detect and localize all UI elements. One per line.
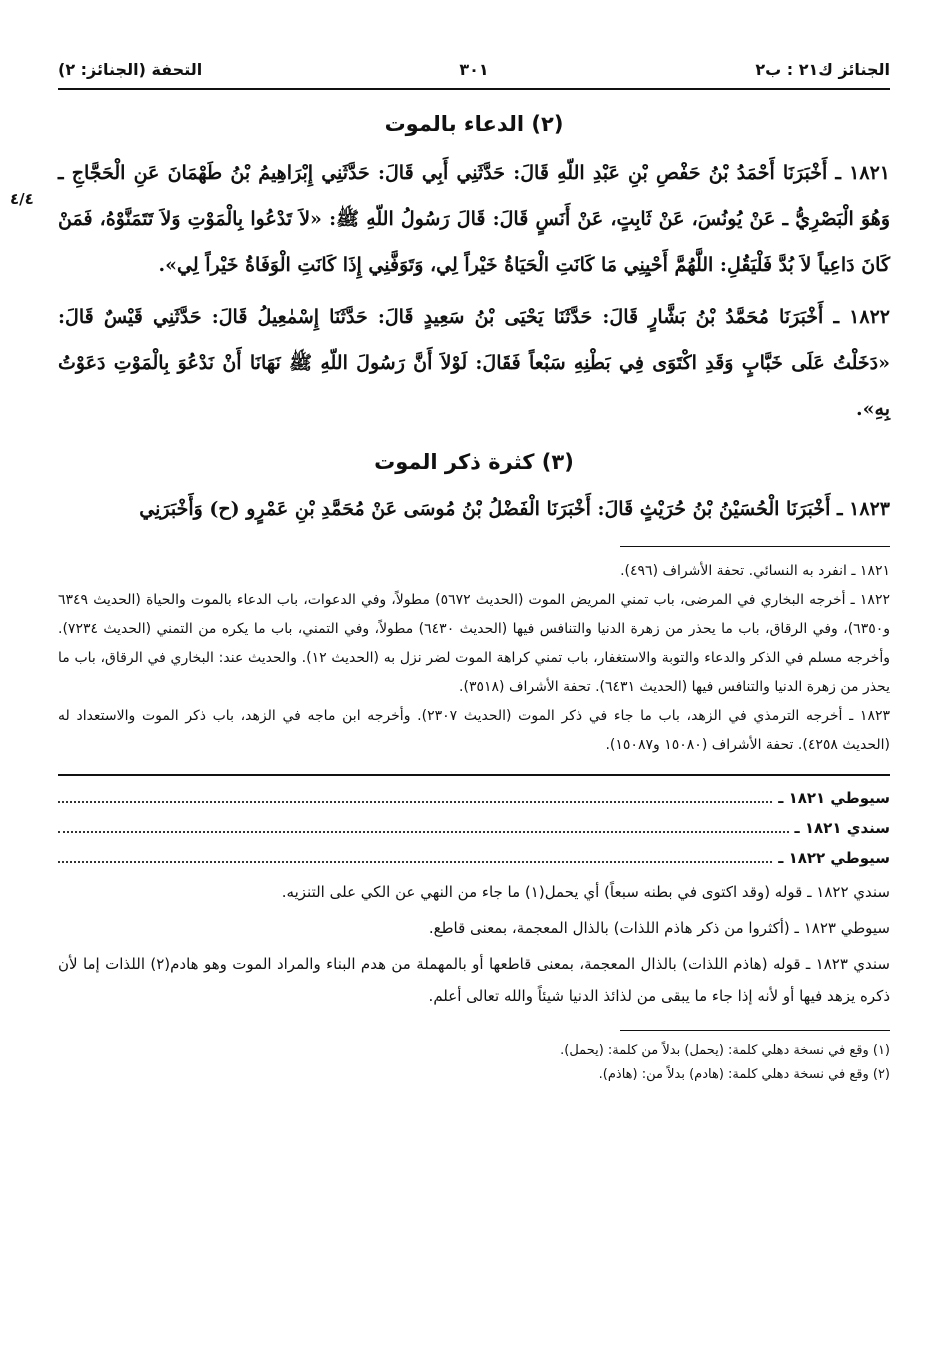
- commentary-block: [58, 876, 890, 1012]
- header-tuhfa-ref: التحفة (الجنائز: ٢): [58, 60, 203, 79]
- commentary-ref-label: سيوطي ١٨٢٢ ـ: [778, 849, 890, 867]
- dot-leader: [58, 831, 789, 833]
- hadith-1822: ١٨٢٢ ـ أَخْبَرَنَا مُحَمَّدُ بْنُ بَشَّارٍ قَالَ: حَدَّثَنَا يَحْيَى بْنُ سَعِيدٍ قَالَ: حَدَّثَنَا إِسْمٰعِيلُ قَالَ: حَدَّثَنِي قَيْسٌ قَالَ: «دَخَلْتُ عَلَى خَبَّابٍ وَقَدِ اكْتَوَى فِي بَطْنِهِ سَبْعاً فَقَالَ: لَوْلاَ أَنَّ رَسُولَ اللّهِ ﷺ نَهَانَا أَنْ نَدْعُوَ بِالْمَوْتِ دَعَوْتُ بِهِ».: [58, 306, 890, 420]
- note-2: (٢) وقع في نسخة دهلي كلمة: (هادم) بدلاً من: (هاذم).: [598, 1067, 890, 1082]
- page-number: ٣٠١: [459, 60, 489, 79]
- book-page: [58, 58, 890, 1087]
- commentary-ref-label: سيوطي ١٨٢١ ـ: [778, 789, 890, 807]
- manuscript-notes: [58, 1039, 890, 1087]
- commentary-ref-row: [58, 786, 890, 810]
- hadith-1821: ١٨٢١ ـ أَخْبَرَنَا أَحْمَدُ بْنُ حَفْصِ بْنِ عَبْدِ اللّهِ قَالَ: حَدَّثَنِي أَبِي قَالَ: حَدَّثَنِي إِبْرَاهِيمُ بْنُ طَهْمَانَ عَنِ الْحَجَّاجِ ـ وَهُوَ الْبَصْرِيُّ ـ عَنْ يُونُسَ، عَنْ ثَابِتٍ، عَنْ أَنَسٍ قَالَ: قَالَ رَسُولُ اللّهِ ﷺ: «لاَ تَدْعُوا بِالْمَوْتِ وَلاَ تَتَمَنَّوْهُ، فَمَنْ كَانَ دَاعِياً لاَ بُدَّ فَلْيَقُلِ: اللَّهُمَّ أَحْيِنِي مَا كَانَتِ الْحَيَاةُ خَيْراً لِي، وَتَوَفَّنِي إِذَا كَانَتِ الْوَفَاةُ خَيْراً لِي».: [58, 162, 890, 276]
- takhrij-footnotes: [58, 557, 890, 760]
- commentary-suyuti-1823: سيوطي ١٨٢٣ ـ (أكثروا من ذكر هاذم اللذات) بالذال المعجمة، بمعنى قاطع.: [428, 919, 890, 937]
- takhrij-1822: ١٨٢٢ ـ أخرجه البخاري في المرضى، باب تمني المريض الموت (الحديث ٥٦٧٢) مطولاً، وفي الدعوات، باب الدعاء بالموت والحياة (الحديث ٦٣٤٩ و٦٣٥٠)، وفي الرقاق، باب ما يحذر من زهرة الدنيا والتنافس فيها (الحديث ٦٤٣٠) مطولاً، وفي التمني، باب ما يكره من التمني (الحديث ٧٢٣٤). وأخرجه مسلم في الذكر والدعاء والتوبة والاستغفار، باب تمني كراهة الموت لضر نزل به (الحديث ١٢). والحديث عند: البخاري في الرقاق، باب ما يحذر من زهرة الدنيا والتنافس فيها (الحديث ٦٤٣١). تحفة الأشراف (٣٥١٨).: [58, 592, 891, 695]
- hadith-1823: ١٨٢٣ ـ أَخْبَرَنَا الْحُسَيْنُ بْنُ حُرَيْثٍ قَالَ: أَخْبَرَنَا الْفَضْلُ بْنُ مُوسَى عَنْ مُحَمَّدِ بْنِ عَمْرٍو (ح) وَأَخْبَرَنِي: [139, 498, 890, 520]
- section-title-dhikr-al-mawt: (٣) كثرة ذكر الموت: [374, 450, 574, 474]
- commentary-sindi-1823: سندي ١٨٢٣ ـ قوله (هاذم اللذات) بالذال المعجمة، بمعنى قاطعها أو بالمهملة من هدم البناء والمراد الموت وهو هادم(٢) اللذات إما لأن ذكره يزهد فيها أو لأنه إذا جاء ما يبقى من لذائذ الدنيا شيئاً والله تعالى أعلم.: [58, 955, 891, 1005]
- note-1: (١) وقع في نسخة دهلي كلمة: (يحمل) بدلاً من كلمة: (يحمل).: [560, 1043, 890, 1058]
- commentary-ref-row: [58, 816, 890, 840]
- takhrij-1821: ١٨٢١ ـ انفرد به النسائي. تحفة الأشراف (٤٩٦).: [620, 563, 890, 579]
- dot-leader: [58, 861, 772, 863]
- takhrij-1823: ١٨٢٣ ـ أخرجه الترمذي في الزهد، باب ما جاء في ذكر الموت (الحديث ٢٣٠٧). وأخرجه ابن ماجه في الزهد، باب ذكر الموت والاستعداد له (الحديث ٤٢٥٨). تحفة الأشراف (١٥٠٨٠ و١٥٠٨٧).: [58, 708, 890, 753]
- notes-divider: [620, 1030, 890, 1031]
- dot-leader: [58, 801, 772, 803]
- commentary-divider: [58, 774, 890, 776]
- running-header: [58, 58, 890, 90]
- margin-reference: ٤/٤: [10, 190, 34, 208]
- commentary-sindi-1822: سندي ١٨٢٢ ـ قوله (وقد اكتوى في بطنه سبعاً) أي يحمل(١) ما جاء من النهي عن الكي على التنزيه.: [281, 883, 890, 901]
- header-chapter-ref: الجنائز ك٢١ : ب٢: [755, 60, 890, 79]
- commentary-ref-label: سندي ١٨٢١ ـ: [794, 819, 890, 837]
- takhrij-divider: [620, 546, 890, 547]
- commentary-ref-row: [58, 846, 890, 870]
- section-title-dua-bil-mawt: (٢) الدعاء بالموت: [384, 112, 564, 136]
